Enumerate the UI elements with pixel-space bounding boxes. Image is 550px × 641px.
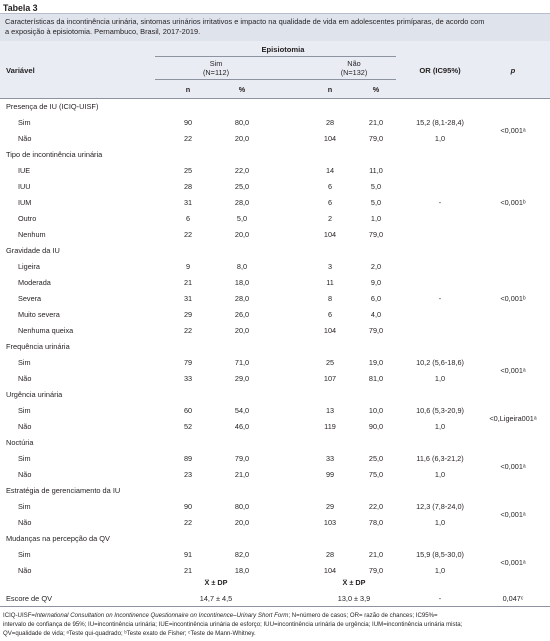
row-label: Nenhuma queixa: [18, 326, 74, 335]
cell-n-no: 13: [325, 406, 335, 415]
cell-pct-yes: 82,0: [234, 550, 250, 559]
section-title-row: [0, 243, 550, 259]
row-label: Moderada: [18, 278, 51, 287]
cell-pct-no: 79,0: [368, 230, 384, 239]
section-title: Presença de IU (ICIQ-UISF): [6, 102, 99, 111]
cell-n-no: 104: [323, 326, 337, 335]
row-label: Não: [18, 422, 32, 431]
footnote-abbr: ICIQ-UISF=: [3, 612, 35, 619]
header-episiotomy: Episiotomia: [261, 45, 305, 54]
section-title-row: [0, 339, 550, 355]
cell-n-no: 14: [325, 166, 335, 175]
section-title-row: [0, 387, 550, 403]
row-label: Sim: [18, 454, 31, 463]
row-label: Sim: [18, 358, 31, 367]
table-row: [0, 451, 550, 467]
cell-pct-no: 25,0: [368, 454, 384, 463]
cell-p-value: <0,001ᵇ: [500, 294, 526, 303]
cell-score-yes: 14,7 ± 4,5: [199, 594, 233, 603]
cell-or: -: [438, 198, 442, 207]
cell-p-value: <0,001ᵃ: [500, 510, 526, 519]
table-row: [0, 275, 550, 291]
cell-pct-no: 10,0: [368, 406, 384, 415]
table-row: [0, 515, 550, 531]
row-label: Escore de QV: [6, 594, 53, 603]
cell-or: 11,6 (6,3-21,2): [416, 454, 464, 463]
row-label: Sim: [18, 502, 31, 511]
cell-n-yes: 79: [183, 358, 193, 367]
cell-n-yes: 29: [183, 310, 193, 319]
cell-n-no: 29: [325, 502, 335, 511]
table-row: [0, 307, 550, 323]
footnote-questionnaire: International Consultation on Incontinence Questionnaire on Incontinence–Urinary Short Form: [35, 612, 289, 619]
table-row: [0, 211, 550, 227]
header-subcolumn-rule: [155, 79, 396, 80]
table-row: [0, 179, 550, 195]
header-or-ci: OR (IC95%): [419, 66, 461, 75]
cell-n-no: 2: [327, 214, 333, 223]
table-caption: [0, 13, 550, 41]
cell-p-value: <0,001ᵃ: [500, 366, 526, 375]
cell-pct-yes: 80,0: [234, 118, 250, 127]
table-bottom-rule: [0, 606, 550, 607]
cell-pct-yes: 26,0: [234, 310, 250, 319]
cell-pct-no: 79,0: [368, 134, 384, 143]
section-title: Frequência urinária: [6, 342, 70, 351]
cell-n-yes: 9: [185, 262, 191, 271]
cell-n-yes: 22: [183, 230, 193, 239]
row-label: Nenhum: [18, 230, 46, 239]
cell-or: 10,6 (5,3-20,9): [416, 406, 464, 415]
footnote-line-1: [3, 611, 548, 620]
cell-or: 10,2 (5,6-18,6): [416, 358, 464, 367]
header-yes: Sim: [209, 59, 223, 68]
cell-pct-no: 4,0: [370, 310, 382, 319]
cell-p-value: <0,001ᵃ: [500, 126, 526, 135]
cell-n-yes: 60: [183, 406, 193, 415]
row-label: Severa: [18, 294, 42, 303]
cell-pct-yes: 5,0: [236, 214, 248, 223]
cell-pct-yes: 54,0: [234, 406, 250, 415]
footnote-rest: ; N=número de casos; OR= razão de chances; IC95%=: [288, 612, 438, 619]
header-pct-no: %: [372, 85, 380, 94]
mean-sd-header-no: X̅ ± DP: [342, 578, 366, 587]
cell-n-no: 103: [323, 518, 337, 527]
row-label: Sim: [18, 550, 31, 559]
row-label: Sim: [18, 406, 31, 415]
row-label: Ligeira: [18, 262, 40, 271]
cell-pct-yes: 29,0: [234, 374, 250, 383]
cell-n-yes: 33: [183, 374, 193, 383]
cell-or: -: [438, 594, 442, 603]
caption-line-2: a exposição à episiotomia. Pernambuco, Brasil, 2017-2019.: [5, 27, 201, 36]
cell-pct-yes: 18,0: [234, 278, 250, 287]
section-title: Urgência urinária: [6, 390, 63, 399]
row-label: Não: [18, 134, 32, 143]
cell-or: 1,0: [434, 422, 446, 431]
section-title: Tipo de incontinência urinária: [6, 150, 103, 159]
cell-pct-no: 6,0: [370, 294, 382, 303]
table-header: [0, 41, 550, 99]
cell-n-no: 104: [323, 230, 337, 239]
section-title-row: [0, 147, 550, 163]
cell-n-yes: 31: [183, 198, 193, 207]
cell-n-no: 3: [327, 262, 333, 271]
footnote-line-2: intervalo de confiança de 95%; IU=incontinência urinária; IUE=incontinência urinária de esforço; IUU=incontinência urinária de urgência; IUM=incontinência urinária mista;: [3, 621, 463, 628]
cell-pct-yes: 46,0: [234, 422, 250, 431]
table-row: [0, 591, 550, 607]
section-title: Estratégia de gerenciamento da IU: [6, 486, 121, 495]
cell-pct-yes: 20,0: [234, 326, 250, 335]
section-title-row: [0, 531, 550, 547]
cell-pct-no: 9,0: [370, 278, 382, 287]
cell-pct-yes: 79,0: [234, 454, 250, 463]
cell-p-value: <0,001ᵇ: [500, 198, 526, 207]
cell-n-no: 11: [326, 278, 334, 287]
table-row: [0, 467, 550, 483]
cell-n-no: 28: [325, 550, 335, 559]
table-row: [0, 163, 550, 179]
cell-p-value: <0,Ligeira001ᵃ: [489, 414, 537, 423]
header-no: Não: [347, 59, 361, 68]
cell-pct-yes: 21,0: [234, 470, 250, 479]
table-body: [0, 99, 550, 606]
cell-pct-no: 21,0: [368, 118, 384, 127]
cell-or: 1,0: [434, 374, 446, 383]
cell-n-yes: 22: [183, 326, 193, 335]
cell-n-yes: 23: [183, 470, 193, 479]
table-row: [0, 355, 550, 371]
header-variable: Variável: [6, 66, 35, 75]
cell-pct-yes: 28,0: [234, 198, 250, 207]
row-label: IUM: [18, 198, 32, 207]
cell-pct-no: 21,0: [368, 550, 384, 559]
cell-p-value: <0,001ᵃ: [500, 558, 526, 567]
section-title-row: [0, 99, 550, 115]
table-row: [0, 227, 550, 243]
header-pct-yes: %: [238, 85, 246, 94]
cell-pct-no: 5,0: [370, 198, 382, 207]
row-label: Não: [18, 374, 32, 383]
cell-n-no: 104: [323, 134, 337, 143]
cell-n-yes: 22: [183, 134, 193, 143]
cell-pct-no: 11,0: [369, 166, 383, 175]
cell-pct-no: 78,0: [368, 518, 384, 527]
cell-pct-no: 90,0: [368, 422, 384, 431]
row-label: Muito severa: [18, 310, 60, 319]
cell-or: 1,0: [434, 566, 446, 575]
cell-pct-yes: 25,0: [234, 182, 250, 191]
mean-sd-header-yes: X̅ ± DP: [204, 578, 228, 587]
cell-pct-no: 2,0: [370, 262, 382, 271]
cell-pct-yes: 20,0: [234, 518, 250, 527]
cell-n-no: 107: [323, 374, 337, 383]
table-row: [0, 547, 550, 563]
header-no-n: (N=132): [340, 68, 368, 77]
cell-n-no: 28: [325, 118, 335, 127]
table-footnote: [3, 611, 548, 638]
table-row: [0, 323, 550, 339]
cell-or: 1,0: [434, 134, 446, 143]
cell-pct-yes: 20,0: [234, 230, 250, 239]
header-yes-n: (N=112): [202, 68, 230, 77]
cell-n-yes: 21: [183, 566, 193, 575]
mean-sd-header-row: [0, 575, 550, 591]
cell-or: 15,9 (8,5-30,0): [416, 550, 464, 559]
cell-n-yes: 31: [183, 294, 193, 303]
cell-pct-no: 19,0: [368, 358, 384, 367]
section-title: Mudanças na percepção da QV: [6, 534, 110, 543]
row-label: Não: [18, 566, 32, 575]
cell-pct-yes: 20,0: [234, 134, 250, 143]
cell-n-no: 6: [327, 310, 333, 319]
cell-n-yes: 22: [183, 518, 193, 527]
cell-pct-no: 22,0: [368, 502, 384, 511]
cell-pct-no: 79,0: [368, 566, 384, 575]
cell-pct-no: 1,0: [370, 214, 382, 223]
table-label: Tabela 3: [3, 3, 38, 13]
cell-pct-yes: 71,0: [234, 358, 250, 367]
table-row: [0, 371, 550, 387]
cell-n-no: 104: [323, 566, 337, 575]
cell-pct-yes: 80,0: [234, 502, 250, 511]
cell-pct-yes: 8,0: [236, 262, 248, 271]
row-label: Sim: [18, 118, 31, 127]
cell-n-no: 99: [325, 470, 335, 479]
header-episiotomy-rule: [155, 56, 396, 57]
cell-pct-yes: 18,0: [234, 566, 250, 575]
cell-n-yes: 52: [183, 422, 193, 431]
section-title: Noctúria: [6, 438, 34, 447]
cell-n-no: 33: [325, 454, 335, 463]
cell-pct-no: 5,0: [370, 182, 382, 191]
cell-n-yes: 28: [183, 182, 193, 191]
table-row: [0, 499, 550, 515]
cell-pct-yes: 28,0: [234, 294, 250, 303]
cell-n-yes: 21: [183, 278, 193, 287]
row-label: Outro: [18, 214, 37, 223]
table-row: [0, 259, 550, 275]
caption-line-1: Características da incontinência urinária, sintomas urinários irritativos e impacto na qualidade de vida em adolescentes primíparas, de acordo com: [5, 17, 485, 26]
section-title-row: [0, 483, 550, 499]
footnote-line-3: QV=qualidade de vida; ᵃTeste qui-quadrado; ᵇTeste exato de Fisher; ᶜTeste de Mann-Whitney.: [3, 630, 256, 637]
row-label: Não: [18, 518, 32, 527]
row-label: IUE: [18, 166, 31, 175]
table-row: [0, 419, 550, 435]
table-row: [0, 403, 550, 419]
cell-n-no: 6: [327, 182, 333, 191]
header-n-yes: n: [185, 85, 191, 94]
cell-or: 1,0: [434, 518, 446, 527]
cell-or: -: [438, 294, 442, 303]
cell-n-yes: 90: [183, 502, 193, 511]
cell-n-no: 6: [327, 198, 333, 207]
cell-n-yes: 91: [183, 550, 193, 559]
row-label: IUU: [18, 182, 31, 191]
section-title-row: [0, 435, 550, 451]
cell-or: 15,2 (8,1-28,4): [416, 118, 464, 127]
section-title: Gravidade da IU: [6, 246, 60, 255]
table-row: [0, 131, 550, 147]
cell-p-value: <0,001ᵃ: [500, 462, 526, 471]
cell-or: 12,3 (7,8-24,0): [416, 502, 464, 511]
header-n-no: n: [327, 85, 333, 94]
cell-pct-no: 75,0: [368, 470, 384, 479]
cell-pct-no: 79,0: [368, 326, 384, 335]
header-p: p: [510, 66, 516, 75]
cell-pct-yes: 22,0: [234, 166, 250, 175]
cell-or: 1,0: [434, 470, 446, 479]
row-label: Não: [18, 470, 32, 479]
table-row: [0, 115, 550, 131]
cell-n-yes: 90: [183, 118, 193, 127]
cell-pct-no: 81,0: [368, 374, 384, 383]
cell-n-yes: 6: [185, 214, 191, 223]
cell-n-no: 25: [325, 358, 335, 367]
cell-n-no: 119: [324, 422, 336, 431]
cell-p-value: 0,047ᶜ: [502, 594, 524, 603]
cell-n-no: 8: [327, 294, 333, 303]
cell-score-no: 13,0 ± 3,9: [337, 594, 371, 603]
cell-n-yes: 25: [183, 166, 193, 175]
cell-n-yes: 89: [183, 454, 193, 463]
